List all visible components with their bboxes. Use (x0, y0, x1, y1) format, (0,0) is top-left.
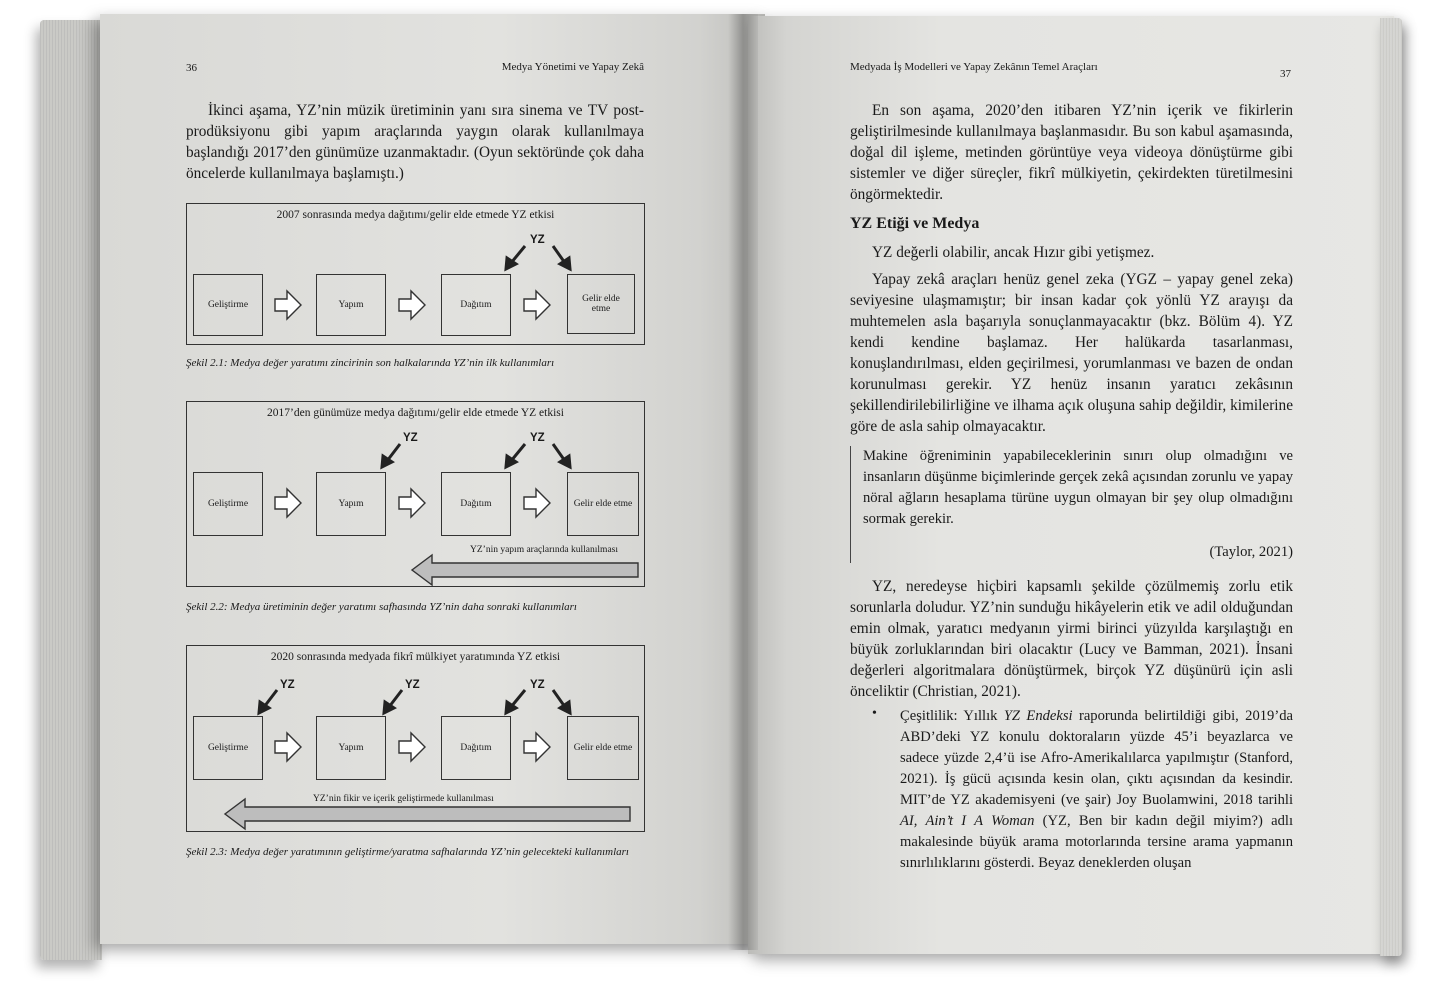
bullet-text-a: Yıllık (957, 708, 1004, 724)
paragraph-text: Yapay zekâ araçları henüz genel zeka (YGZ – yapay genel zeka) seviyesine ulaşmamıştır; bir insan kadar çok yönlü YZ arayışı da muhtemelen asla başarıyla sonuçlanmayacaktır (bkz. Bölüm 4). YZ kendi kendine başlamaz. Her halükarda tasarlanması, konuşlandırılması, elden geçirilmesi, yorumlanması ve bazen de ondan korunulması gerekir. YZ henüz insanın yaratıcı zekâsının şekillendirilebilirliğine ve ilhama açık oluşuna sahip değildir, kimilerine göre de asla sahip olmayacaktır. (850, 271, 1293, 435)
figure-2-3-caption: Şekil 2.3: Medya değer yaratımının geliştirme/yaratma safhalarında YZ’nin gelecekteki kullanımları (186, 846, 629, 858)
left-paragraph-text: İkinci aşama, YZ’nin müzik üretiminin yanı sıra sinema ve TV post-prodüksiyonu gibi yapım araçlarında yaygın olarak kullanılmaya başlandığı 2017’den günümüze uzanmaktadır. (Oyun sektöründe çok daha öncelerde kullanılmaya başlamıştı.) (186, 102, 644, 182)
figure-title: 2017’den günümüze medya dağıtımı/gelir elde etmede YZ etkisi (267, 407, 564, 419)
box-gelir: Gelir elde etme (567, 472, 639, 536)
box-gelistirme: Geliştirme (193, 472, 263, 536)
left-running-head: Medya Yönetimi ve Yapay Zekâ (501, 61, 644, 73)
left-page-number: 36 (186, 62, 197, 74)
section-heading: YZ Etiği ve Medya (850, 215, 980, 232)
paragraph-text: YZ, neredeyse hiçbiri kapsamlı şekilde çözülmemiş zorlu etik sorunlarla doludur. YZ’nin sunduğu hikâyelerin etik ve adil olduğundan emin olmak, yaratıcı medyanın yirmi birinci yüzyılda karşılaştığı en büyük zorluklarından biri olacaktır (Lucy ve Bamman, 2021). İnsani değerleri algoritmalara dönüştürmek, birçok YZ düşünürü için asli önceliktir (Christian, 2021). (850, 578, 1293, 700)
figure-arrows (187, 204, 644, 344)
box-yapim: Yapım (316, 274, 386, 336)
figure-2-3 (186, 645, 645, 832)
bullet-lead: Çeşitlilik: (900, 708, 958, 724)
quote-source: (Taylor, 2021) (1209, 544, 1293, 560)
right-paragraph-1 (850, 100, 1293, 205)
bullet-marker: • (872, 706, 877, 721)
quote-text: Makine öğreniminin yapabileceklerinin sınırı olup olmadığını ve insanların düşünme biçimlerinde gerçek zekâ açısından zorunlu ve yapay nöral ağların hesaplama türüne uygun olmayan bir şey olup olmadığını sormak gerekir. (863, 448, 1293, 527)
band-label: YZ’nin yapım araçlarında kullanılması (470, 545, 618, 555)
paragraph-text: YZ değerli olabilir, ancak Hızır gibi yetişmez. (872, 244, 1155, 261)
right-paragraph-2 (850, 242, 1293, 263)
figure-2-2 (186, 401, 645, 587)
left-paragraph (186, 100, 644, 184)
box-gelistirme: Geliştirme (193, 716, 263, 780)
bullet-italic-1: YZ Endeksi (1003, 708, 1073, 724)
figure-arrows (187, 646, 644, 831)
yz-label: YZ (530, 432, 545, 444)
band-label: YZ’nin fikir ve içerik geliştirmede kullanılması (313, 794, 494, 804)
box-dagitim: Dağıtım (441, 274, 511, 336)
right-paragraph-4 (850, 576, 1293, 702)
yz-label: YZ (530, 679, 545, 691)
yz-label: YZ (403, 432, 418, 444)
figure-2-2-caption: Şekil 2.2: Medya üretiminin değer yaratımı safhasında YZ’nin daha sonraki kullanımları (186, 601, 577, 613)
yz-label: YZ (405, 679, 420, 691)
yz-label: YZ (530, 234, 545, 246)
box-gelir: Gelir elde etme (567, 716, 639, 780)
spine-shadow (728, 14, 758, 950)
bullet-text-b: raporunda belirtildiği gibi, 2019’da ABD’deki YZ konulu doktoraların yüzde 45’i beyazlarca ve sadece yüzde 2,4’ü ise Afro-Amerikalılarca yapılmıştır (Stanford, 2021). İş gücü açısında kesin olan, çıktı açısından da kesindir. MIT’de YZ akademisyeni (ve şair) Joy Buolamwini, 2018 tarihli (900, 708, 1293, 808)
paragraph-text: En son aşama, 2020’den itibaren YZ’nin içerik ve fikirlerin geliştirilmesinde kullanılmaya başlanmasıdır. Bu son kabul aşamasında, doğal dil işleme, metinden görüntüye veya videoya dönüştürme gibi sistemler ve diğer süreçler, fikrî mülkiyetin, çekirdekten türetilmesini öngörmektedir. (850, 102, 1293, 203)
box-yapim: Yapım (316, 472, 386, 536)
box-yapim: Yapım (316, 716, 386, 780)
figure-2-1 (186, 203, 645, 345)
box-dagitim: Dağıtım (441, 716, 511, 780)
bullet-item (900, 706, 1293, 874)
figure-arrows (187, 402, 644, 586)
bullet-text-c: (YZ, Ben bir kadın değil miyim?) adlı makalesinde büyük arama motorlarında tersine arama yapmanın sınırlılıklarını gösterdi. Beyaz deneklerden oluşan (900, 813, 1294, 871)
bullet-italic-2: AI, Ain’t I A Woman (900, 813, 1035, 829)
figure-2-1-caption: Şekil 2.1: Medya değer yaratımı zincirinin son halkalarında YZ’nin ilk kullanımları (186, 357, 555, 369)
box-dagitim: Dağıtım (441, 472, 511, 536)
figure-title: 2007 sonrasında medya dağıtımı/gelir elde etmede YZ etkisi (276, 209, 555, 221)
figure-title: 2020 sonrasında medyada fikrî mülkiyet yaratımında YZ etkisi (270, 651, 561, 663)
box-gelir: Gelir elde etme (567, 274, 635, 334)
box-gelistirme: Geliştirme (193, 274, 263, 336)
block-quote (850, 446, 1293, 563)
right-page-number: 37 (1280, 68, 1291, 80)
right-page-edges (1380, 18, 1402, 956)
left-page-edges (40, 20, 102, 960)
yz-label: YZ (280, 679, 295, 691)
right-running-head: Medyada İş Modelleri ve Yapay Zekânın Temel Araçları (850, 61, 1098, 73)
right-paragraph-3 (850, 269, 1293, 437)
